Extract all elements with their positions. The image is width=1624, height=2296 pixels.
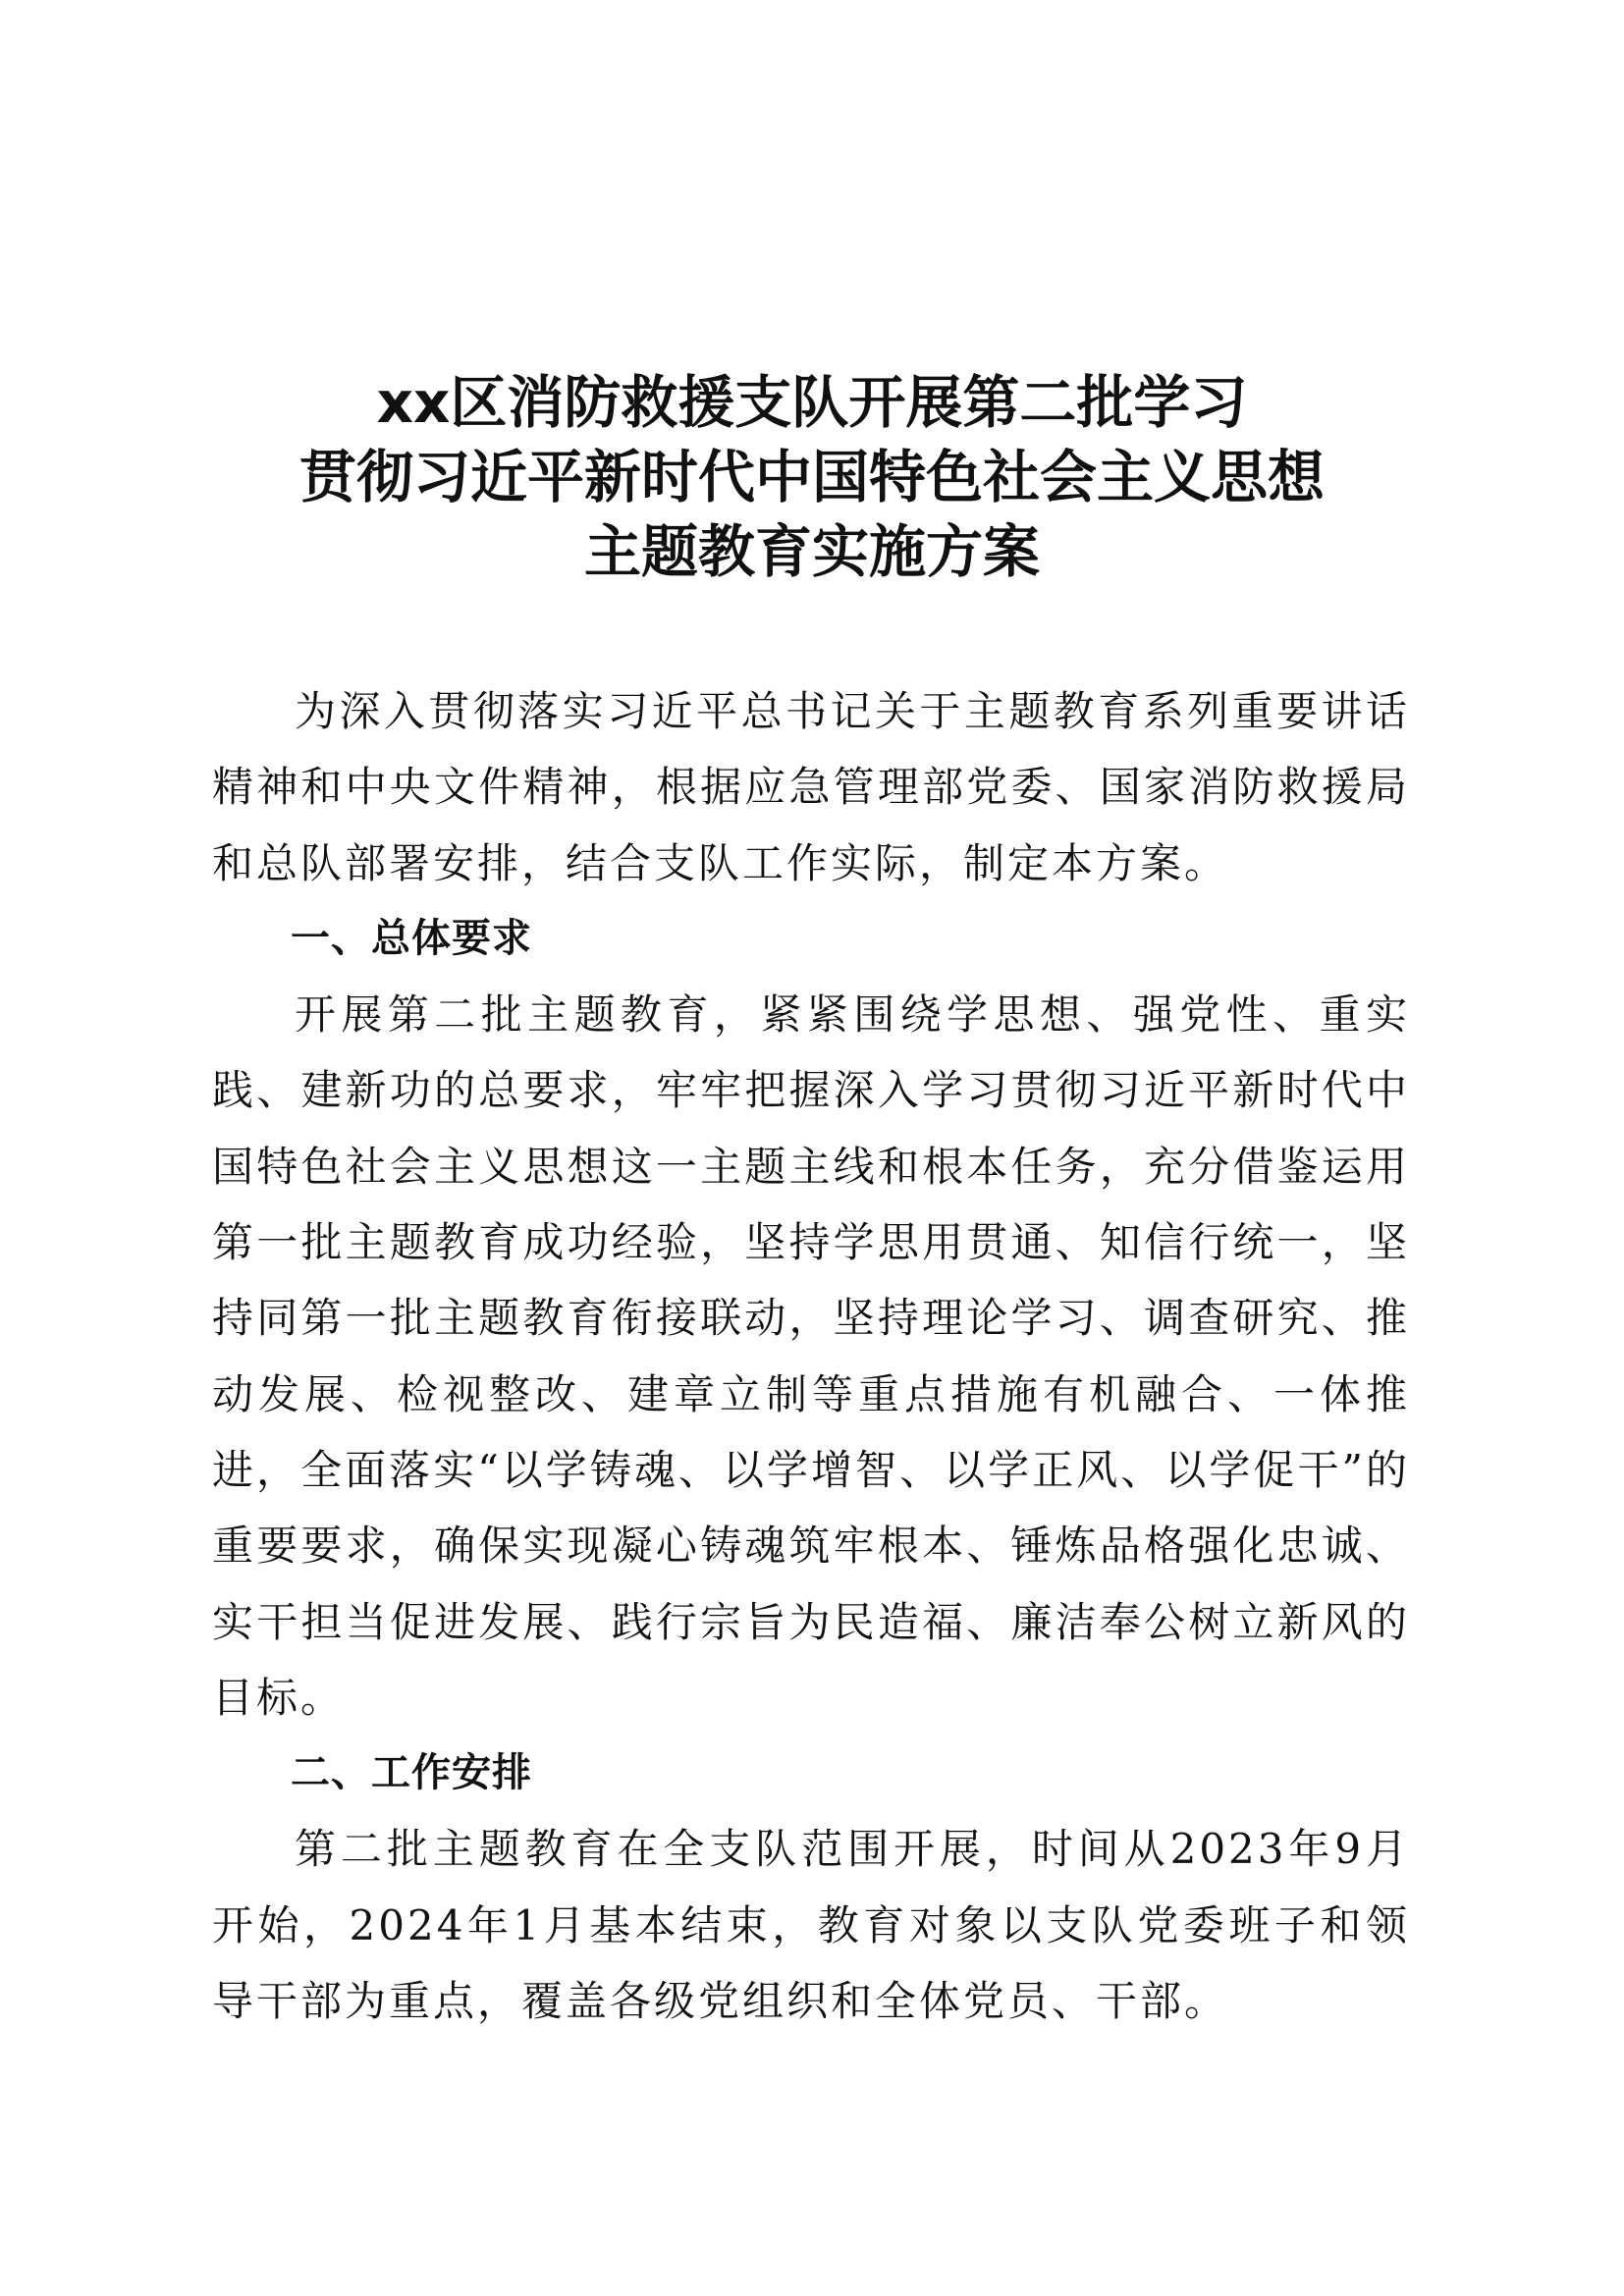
section-paragraph-work-arrangement: 第二批主题教育在全支队范围开展，时间从2023年9月开始，2024年1月基本结束，教育对象以支队党委班子和领导干部为重点，覆盖各级党组织和全体党员、干部。 <box>212 1825 1410 2026</box>
section-heading-work-arrangement: 二、工作安排 <box>291 1750 532 1796</box>
title-line-2: 贯彻习近平新时代中国特色社会主义思想 <box>298 444 1325 510</box>
document-body <box>212 673 1410 2039</box>
section-paragraph-general-requirements: 开展第二批主题教育，紧紧围绕学思想、强党性、重实践、建新功的总要求，牢牢把握深入学习贯彻习近平新时代中国特色社会主义思想这一主题主线和根本任务，充分借鉴运用第一批主题教育成功经验，坚持学思用贯通、知信行统一，坚持同第一批主题教育衔接联动，坚持理论学习、调查研究、推动发展、检视整改、建章立制等重点措施有机融合、一体推进，全面落实“以学铸魂、以学增智、以学正风、以学促干”的重要要求，确保实现凝心铸魂筑牢根本、锤炼品格强化忠诚、实干担当促进发展、践行宗旨为民造福、廉洁奉公树立新风的目标。 <box>212 990 1410 1722</box>
intro-paragraph: 为深入贯彻落实习近平总书记关于主题教育系列重要讲话精神和中央文件精神，根据应急管理部党委、国家消防救援局和总队部署安排，结合支队工作实际，制定本方案。 <box>212 687 1410 887</box>
section-heading-general-requirements: 一、总体要求 <box>291 915 532 961</box>
document-title <box>147 365 1477 589</box>
title-line-3: 主题教育实施方案 <box>583 518 1040 585</box>
title-line-1: xx区消防救援支队开展第二批学习 <box>376 369 1248 436</box>
